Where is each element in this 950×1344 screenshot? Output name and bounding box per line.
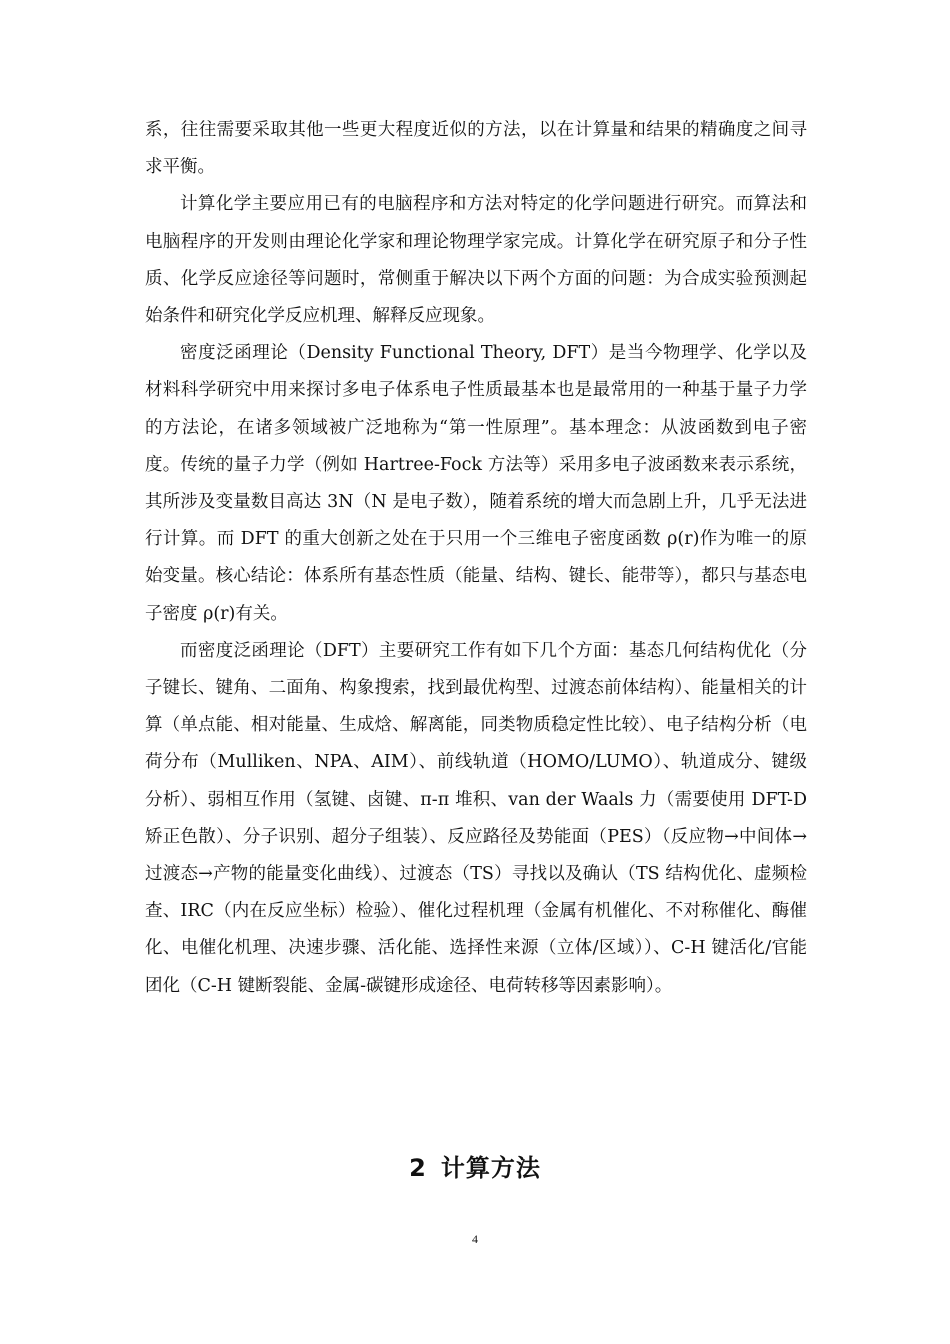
section-title: 计算方法	[440, 1154, 541, 1182]
paragraph-continued: 系，往往需要采取其他一些更大程度近似的方法，以在计算量和结果的精确度之间寻求平衡。	[145, 120, 807, 178]
paragraph-dft-research-areas: 而密度泛函理论（DFT）主要研究工作有如下几个方面：基态几何结构优化（分子键长、键角、二面角、构象搜索，找到最优构型、过渡态前体结构）、能量相关的计算（单点能、相对能量、生成焓、解离能，同类物质稳定性比较）、电子结构分析（电荷分布（Mulliken、NPA、AIM）、前线轨道（HOMO/LUMO）、轨道成分、键级分析）、弱相互作用（氢键、卤键、π-π 堆积、van der Waals 力（需要使用 DFT-D 矫正色散）、分子识别、超分子组装）、反应路径及势能面（PES）（反应物→中间体→过渡态→产物的能量变化曲线）、过渡态（TS）寻找以及确认（TS 结构优化、虚频检查、IRC（内在反应坐标）检验）、催化过程机理（金属有机催化、不对称催化、酶催化、电催化机理、决速步骤、活化能、选择性来源（立体/区域））、C-H 键活化/官能团化（C-H 键断裂能、金属-碳键形成途径、电荷转移等因素影响）。	[145, 640, 807, 996]
paragraph-computational-chemistry: 计算化学主要应用已有的电脑程序和方法对特定的化学问题进行研究。而算法和电脑程序的开发则由理论化学家和理论物理学家完成。计算化学在研究原子和分子性质、化学反应途径等问题时，常侧重于解决以下两个方面的问题：为合成实验预测起始条件和研究化学反应机理、解释反应现象。	[145, 194, 807, 327]
section-number: 2	[409, 1154, 427, 1182]
paragraph-dft-introduction: 密度泛函理论（Density Functional Theory, DFT）是当今物理学、化学以及材料科学研究中用来探讨多电子体系电子性质最基本也是最常用的一种基于量子力学的方法论，在诸多领域被广泛地称为“第一性原理”。基本理念：从波函数到电子密度。传统的量子力学（例如 Hartree-Fock 方法等）采用多电子波函数来表示系统，其所涉及变量数目高达 3N（N 是电子数），随着系统的增大而急剧上升，几乎无法进行计算。而 DFT 的重大创新之处在于只用一个三维电子密度函数 ρ(r)作为唯一的原始变量。核心结论：体系所有基态性质（能量、结构、键长、能带等），都只与基态电子密度 ρ(r)有关。	[145, 343, 807, 624]
body-text	[145, 112, 807, 1005]
section-heading	[0, 1148, 950, 1183]
page-number: 4	[472, 1232, 478, 1246]
